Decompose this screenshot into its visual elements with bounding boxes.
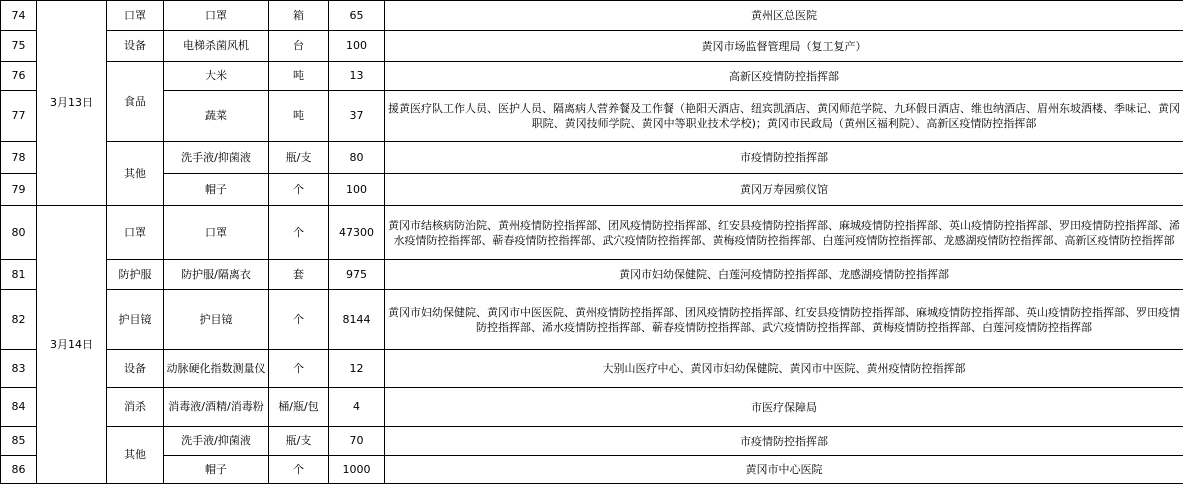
recipient-cell: 市疫情防控指挥部 bbox=[385, 142, 1183, 174]
unit-cell: 个 bbox=[269, 456, 329, 484]
unit-cell: 个 bbox=[269, 206, 329, 260]
quantity-cell: 100 bbox=[329, 174, 385, 206]
row-number: 79 bbox=[1, 174, 37, 206]
quantity-cell: 80 bbox=[329, 142, 385, 174]
quantity-cell: 12 bbox=[329, 350, 385, 388]
category-cell: 口罩 bbox=[107, 1, 164, 31]
recipient-cell: 黄冈市妇幼保健院、白莲河疫情防控指挥部、龙感湖疫情防控指挥部 bbox=[385, 260, 1183, 290]
unit-cell: 箱 bbox=[269, 1, 329, 31]
table-row bbox=[1, 31, 1183, 62]
quantity-cell: 70 bbox=[329, 427, 385, 456]
quantity-cell: 975 bbox=[329, 260, 385, 290]
unit-cell: 瓶/支 bbox=[269, 142, 329, 174]
date-cell: 3月14日 bbox=[37, 206, 107, 484]
row-number: 76 bbox=[1, 62, 37, 91]
item-cell: 消毒液/酒精/消毒粉 bbox=[164, 388, 269, 427]
category-cell: 其他 bbox=[107, 142, 164, 206]
row-number: 85 bbox=[1, 427, 37, 456]
quantity-cell: 13 bbox=[329, 62, 385, 91]
item-cell: 帽子 bbox=[164, 174, 269, 206]
quantity-cell: 1000 bbox=[329, 456, 385, 484]
quantity-cell: 8144 bbox=[329, 290, 385, 350]
recipient-cell: 援黄医疗队工作人员、医护人员、隔离病人营养餐及工作餐（艳阳天酒店、纽宾凯酒店、黄冈师范学院、九环假日酒店、维也纳酒店、眉州东坡酒楼、季味记、黄冈职院、黄冈技师学院、黄冈中等职业技术学校)；黄冈市民政局（黄州区福利院）、高新区疫情防控指挥部 bbox=[385, 91, 1183, 142]
recipient-cell: 大别山医疗中心、黄冈市妇幼保健院、黄冈市中医院、黄州疫情防控指挥部 bbox=[385, 350, 1183, 388]
category-cell: 食品 bbox=[107, 62, 164, 142]
recipient-cell: 黄冈市结核病防治院、黄州疫情防控指挥部、团风疫情防控指挥部、红安县疫情防控指挥部、麻城疫情防控指挥部、英山疫情防控指挥部、罗田疫情防控指挥部、浠水疫情防控指挥部、蕲春疫情防控指挥部、武穴疫情防控指挥部、黄梅疫情防控指挥部、白莲河疫情防控指挥部、龙感湖疫情防控指挥部、高新区疫情防控指挥部 bbox=[385, 206, 1183, 260]
quantity-cell: 4 bbox=[329, 388, 385, 427]
quantity-cell: 65 bbox=[329, 1, 385, 31]
table-row bbox=[1, 62, 1183, 91]
category-cell: 其他 bbox=[107, 427, 164, 484]
unit-cell: 个 bbox=[269, 290, 329, 350]
item-cell: 帽子 bbox=[164, 456, 269, 484]
unit-cell: 吨 bbox=[269, 62, 329, 91]
table-row bbox=[1, 290, 1183, 350]
row-number: 84 bbox=[1, 388, 37, 427]
recipient-cell: 市疫情防控指挥部 bbox=[385, 427, 1183, 456]
category-cell: 设备 bbox=[107, 350, 164, 388]
row-number: 74 bbox=[1, 1, 37, 31]
row-number: 81 bbox=[1, 260, 37, 290]
unit-cell: 个 bbox=[269, 350, 329, 388]
quantity-cell: 100 bbox=[329, 31, 385, 62]
quantity-cell: 37 bbox=[329, 91, 385, 142]
row-number: 83 bbox=[1, 350, 37, 388]
row-number: 77 bbox=[1, 91, 37, 142]
row-number: 80 bbox=[1, 206, 37, 260]
recipient-cell: 黄冈市场监督管理局（复工复产） bbox=[385, 31, 1183, 62]
unit-cell: 个 bbox=[269, 174, 329, 206]
table-row bbox=[1, 91, 1183, 142]
item-cell: 防护服/隔离衣 bbox=[164, 260, 269, 290]
category-cell: 口罩 bbox=[107, 206, 164, 260]
table-row bbox=[1, 388, 1183, 427]
item-cell: 电梯杀菌风机 bbox=[164, 31, 269, 62]
item-cell: 护目镜 bbox=[164, 290, 269, 350]
unit-cell: 台 bbox=[269, 31, 329, 62]
item-cell: 洗手液/抑菌液 bbox=[164, 427, 269, 456]
category-cell: 设备 bbox=[107, 31, 164, 62]
row-number: 75 bbox=[1, 31, 37, 62]
item-cell: 大米 bbox=[164, 62, 269, 91]
item-cell: 动脉硬化指数测量仪 bbox=[164, 350, 269, 388]
category-cell: 消杀 bbox=[107, 388, 164, 427]
date-cell: 3月13日 bbox=[37, 1, 107, 206]
recipient-cell: 黄州区总医院 bbox=[385, 1, 1183, 31]
table-row bbox=[1, 1, 1183, 31]
table-row bbox=[1, 427, 1183, 456]
unit-cell: 瓶/支 bbox=[269, 427, 329, 456]
item-cell: 口罩 bbox=[164, 1, 269, 31]
recipient-cell: 高新区疫情防控指挥部 bbox=[385, 62, 1183, 91]
item-cell: 口罩 bbox=[164, 206, 269, 260]
unit-cell: 桶/瓶/包 bbox=[269, 388, 329, 427]
table-row bbox=[1, 350, 1183, 388]
table-row bbox=[1, 142, 1183, 174]
recipient-cell: 黄冈万寿园殡仪馆 bbox=[385, 174, 1183, 206]
unit-cell: 套 bbox=[269, 260, 329, 290]
recipient-cell: 黄冈市中心医院 bbox=[385, 456, 1183, 484]
table-row bbox=[1, 456, 1183, 484]
table-row bbox=[1, 206, 1183, 260]
category-cell: 防护服 bbox=[107, 260, 164, 290]
recipient-cell: 黄冈市妇幼保健院、黄冈市中医医院、黄州疫情防控指挥部、团风疫情防控指挥部、红安县疫情防控指挥部、麻城疫情防控指挥部、英山疫情防控指挥部、罗田疫情防控指挥部、浠水疫情防控指挥部、蕲春疫情防控指挥部、武穴疫情防控指挥部、黄梅疫情防控指挥部、白莲河疫情防控指挥部 bbox=[385, 290, 1183, 350]
quantity-cell: 47300 bbox=[329, 206, 385, 260]
recipient-cell: 市医疗保障局 bbox=[385, 388, 1183, 427]
category-cell: 护目镜 bbox=[107, 290, 164, 350]
item-cell: 蔬菜 bbox=[164, 91, 269, 142]
table-row bbox=[1, 174, 1183, 206]
row-number: 78 bbox=[1, 142, 37, 174]
table-row bbox=[1, 260, 1183, 290]
unit-cell: 吨 bbox=[269, 91, 329, 142]
item-cell: 洗手液/抑菌液 bbox=[164, 142, 269, 174]
row-number: 86 bbox=[1, 456, 37, 484]
row-number: 82 bbox=[1, 290, 37, 350]
